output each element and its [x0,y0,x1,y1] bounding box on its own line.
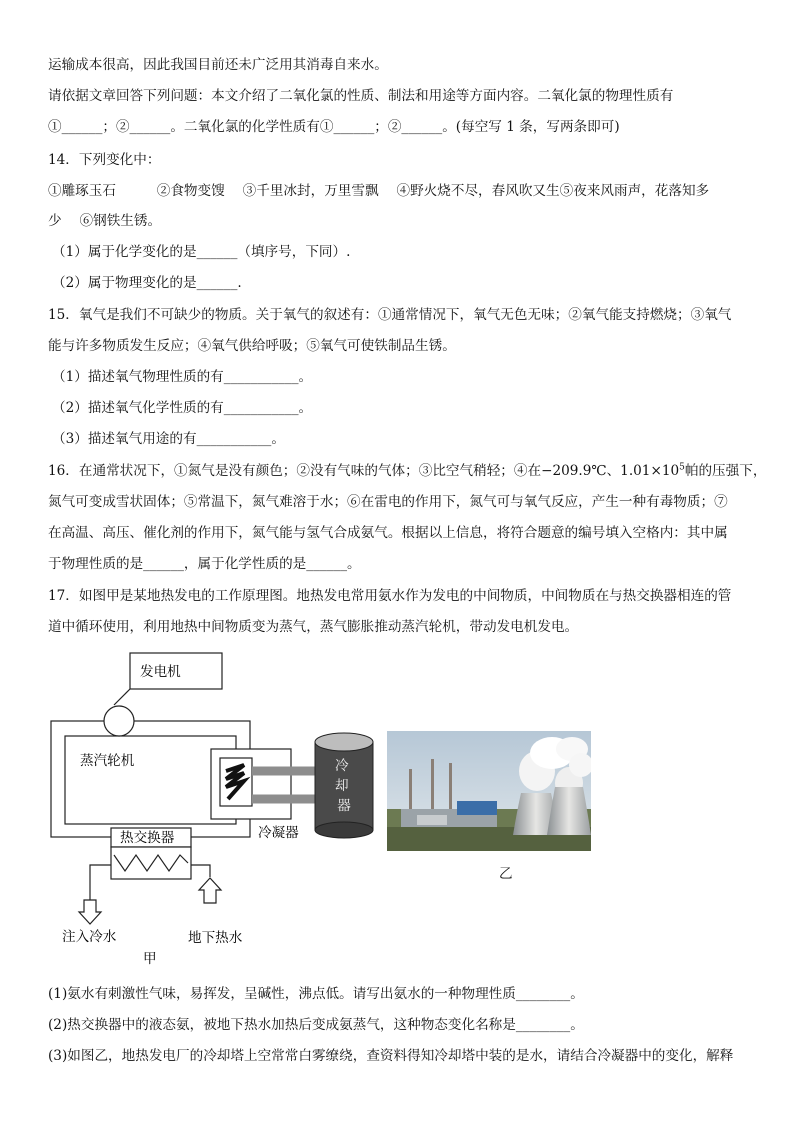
cooler-bottom [315,822,373,838]
pipe-loop-inner [65,736,236,824]
q17-sub-1: (1)氨水有刺激性气味，易挥发，呈碱性，沸点低。请写出氨水的一种物理性质________。 [48,986,584,1002]
q15-sub-2: （2）描述氧气化学性质的有___________。 [52,400,313,416]
hot-water-label: 地下热水 [188,930,243,946]
q17-line-1: 17．如图甲是某地热发电的工作原理图。地热发电常用氨水作为发电的中间物质，中间物质在与热交换器相连的管 [48,588,732,604]
q16-line-1-a: 16．在通常状况下，①氮气是没有颜色；②没有气味的气体；③比空气稍轻；④在−209.9℃、1.01×10 [48,463,680,479]
q16-line-4: 于物理性质的是______，属于化学性质的是______。 [48,556,361,572]
condenser-label: 冷凝器 [258,825,299,841]
q14-options-1: ①雕琢玉石 ②食物变馊 ③千里冰封，万里雪飘 ④野火烧不尽，春风吹又生⑤夜来风雨声，花落知多 [48,183,710,199]
q17-sub-2: (2)热交换器中的液态氨，被地下热水加热后变成氨蒸气，这种物态变化名称是________。 [48,1017,584,1033]
intro-line-3: ①______；②______。二氧化氯的化学性质有①______；②______。(每空写 1 条，写两条即可) [48,119,620,135]
q16-line-2: 氮气可变成雪状固体；⑤常温下，氮气难溶于水；⑥在雷电的作用下，氮气可与氧气反应，产生一种有毒物质；⑦ [48,494,728,510]
power-plant-illustration [387,731,591,851]
q14-options-2: 少 ⑥钢铁生锈。 [48,213,162,229]
caption-b: 乙 [499,866,513,882]
hot-water-arrow-icon [199,878,221,903]
power-plant-photo [387,731,591,851]
q17-line-2: 道中循环使用，利用地热中间物质变为蒸气，蒸气膨胀推动蒸汽轮机，带动发电机发电。 [48,619,579,635]
intro-line-1: 运输成本很高，因此我国目前还未广泛用其消毒自来水。 [48,57,388,73]
cold-water-label: 注入冷水 [62,929,117,945]
generator-shaft [114,689,130,705]
q15-stem-2: 能与许多物质发生反应；④氧气供给呼吸；⑤氧气可使铁制品生锈。 [48,338,456,354]
q16-line-3: 在高温、高压、催化剂的作用下，氮气能与氢气合成氨气。根据以上信息，将符合题意的编号填入空格内：其中属 [48,525,728,541]
caption-a: 甲 [143,951,157,967]
turbine-label: 蒸汽轮机 [80,753,135,769]
q15-sub-3: （3）描述氧气用途的有___________。 [52,431,285,447]
q16-line-1 [48,461,767,481]
heat-exchanger-label: 热交换器 [120,830,175,846]
q15-stem-1: 15．氧气是我们不可缺少的物质。关于氧气的叙述有：①通常情况下，氧气无色无味；②氧气能支持燃烧；③氧气 [48,307,732,323]
hot-water-pipe [191,865,210,877]
q14-sub-1: （1）属于化学变化的是______（填序号，下同）. [52,244,351,260]
generator-label: 发电机 [140,664,181,680]
cooler-top [315,733,373,751]
intro-line-2: 请依据文章回答下列问题：本文介绍了二氧化氯的性质、制法和用途等方面内容。二氧化氯的物理性质有 [48,88,674,104]
q16-line-1-b: 帕的压强下， [684,463,767,479]
q14-stem: 14．下列变化中： [48,152,161,168]
q15-sub-1: （1）描述氧气物理性质的有___________。 [52,369,313,385]
cooler-label: 冷 却 器 [335,758,351,814]
cold-water-arrow-icon [79,900,101,924]
heat-exchanger-box [111,847,191,879]
q16-exponent: 5 [679,462,685,473]
q14-sub-2: （2）属于物理变化的是______. [52,275,242,291]
turbine-wheel [104,706,134,736]
q17-sub-3: (3)如图乙，地热发电厂的冷却塔上空常常白雾缭绕，查资料得知冷却塔中装的是水，请结合冷凝器中的变化，解释 [48,1048,734,1064]
cold-water-pipe [90,865,111,900]
